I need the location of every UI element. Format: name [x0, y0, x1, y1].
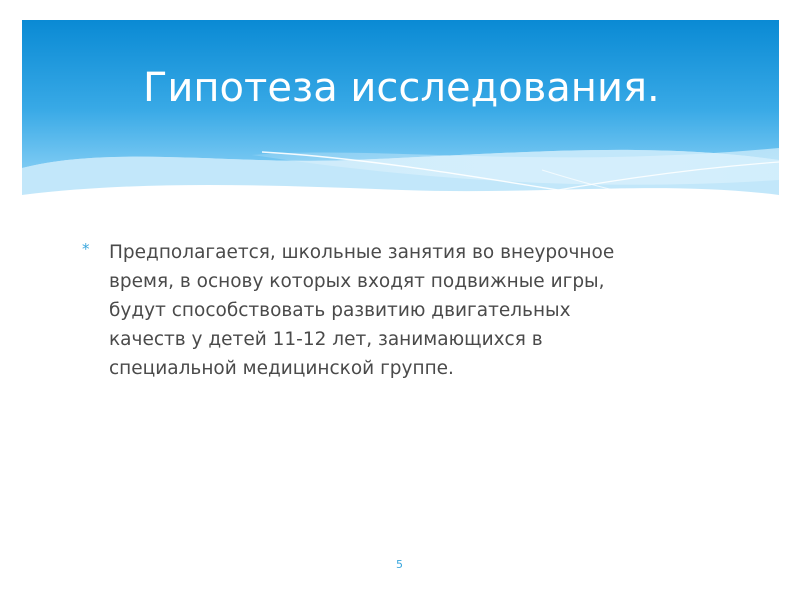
bullet-list [82, 238, 722, 383]
bullet-text-line: будут способствовать развитию двигательных [109, 300, 571, 321]
page-number: 5 [396, 558, 403, 571]
bullet-text [109, 238, 722, 383]
bullet-star-icon: * [82, 240, 90, 258]
header-wave-background [22, 20, 779, 220]
bullet-text-line: Предполагается, школьные занятия во внеурочное [109, 242, 615, 263]
bullet-text-line: качеств у детей 11-12 лет, занимающихся в [109, 329, 543, 350]
slide-title: Гипотеза исследования. [143, 65, 660, 111]
bullet-text-line: время, в основу которых входят подвижные игры, [109, 271, 605, 292]
bullet-text-line: специальной медицинской группе. [109, 358, 454, 379]
